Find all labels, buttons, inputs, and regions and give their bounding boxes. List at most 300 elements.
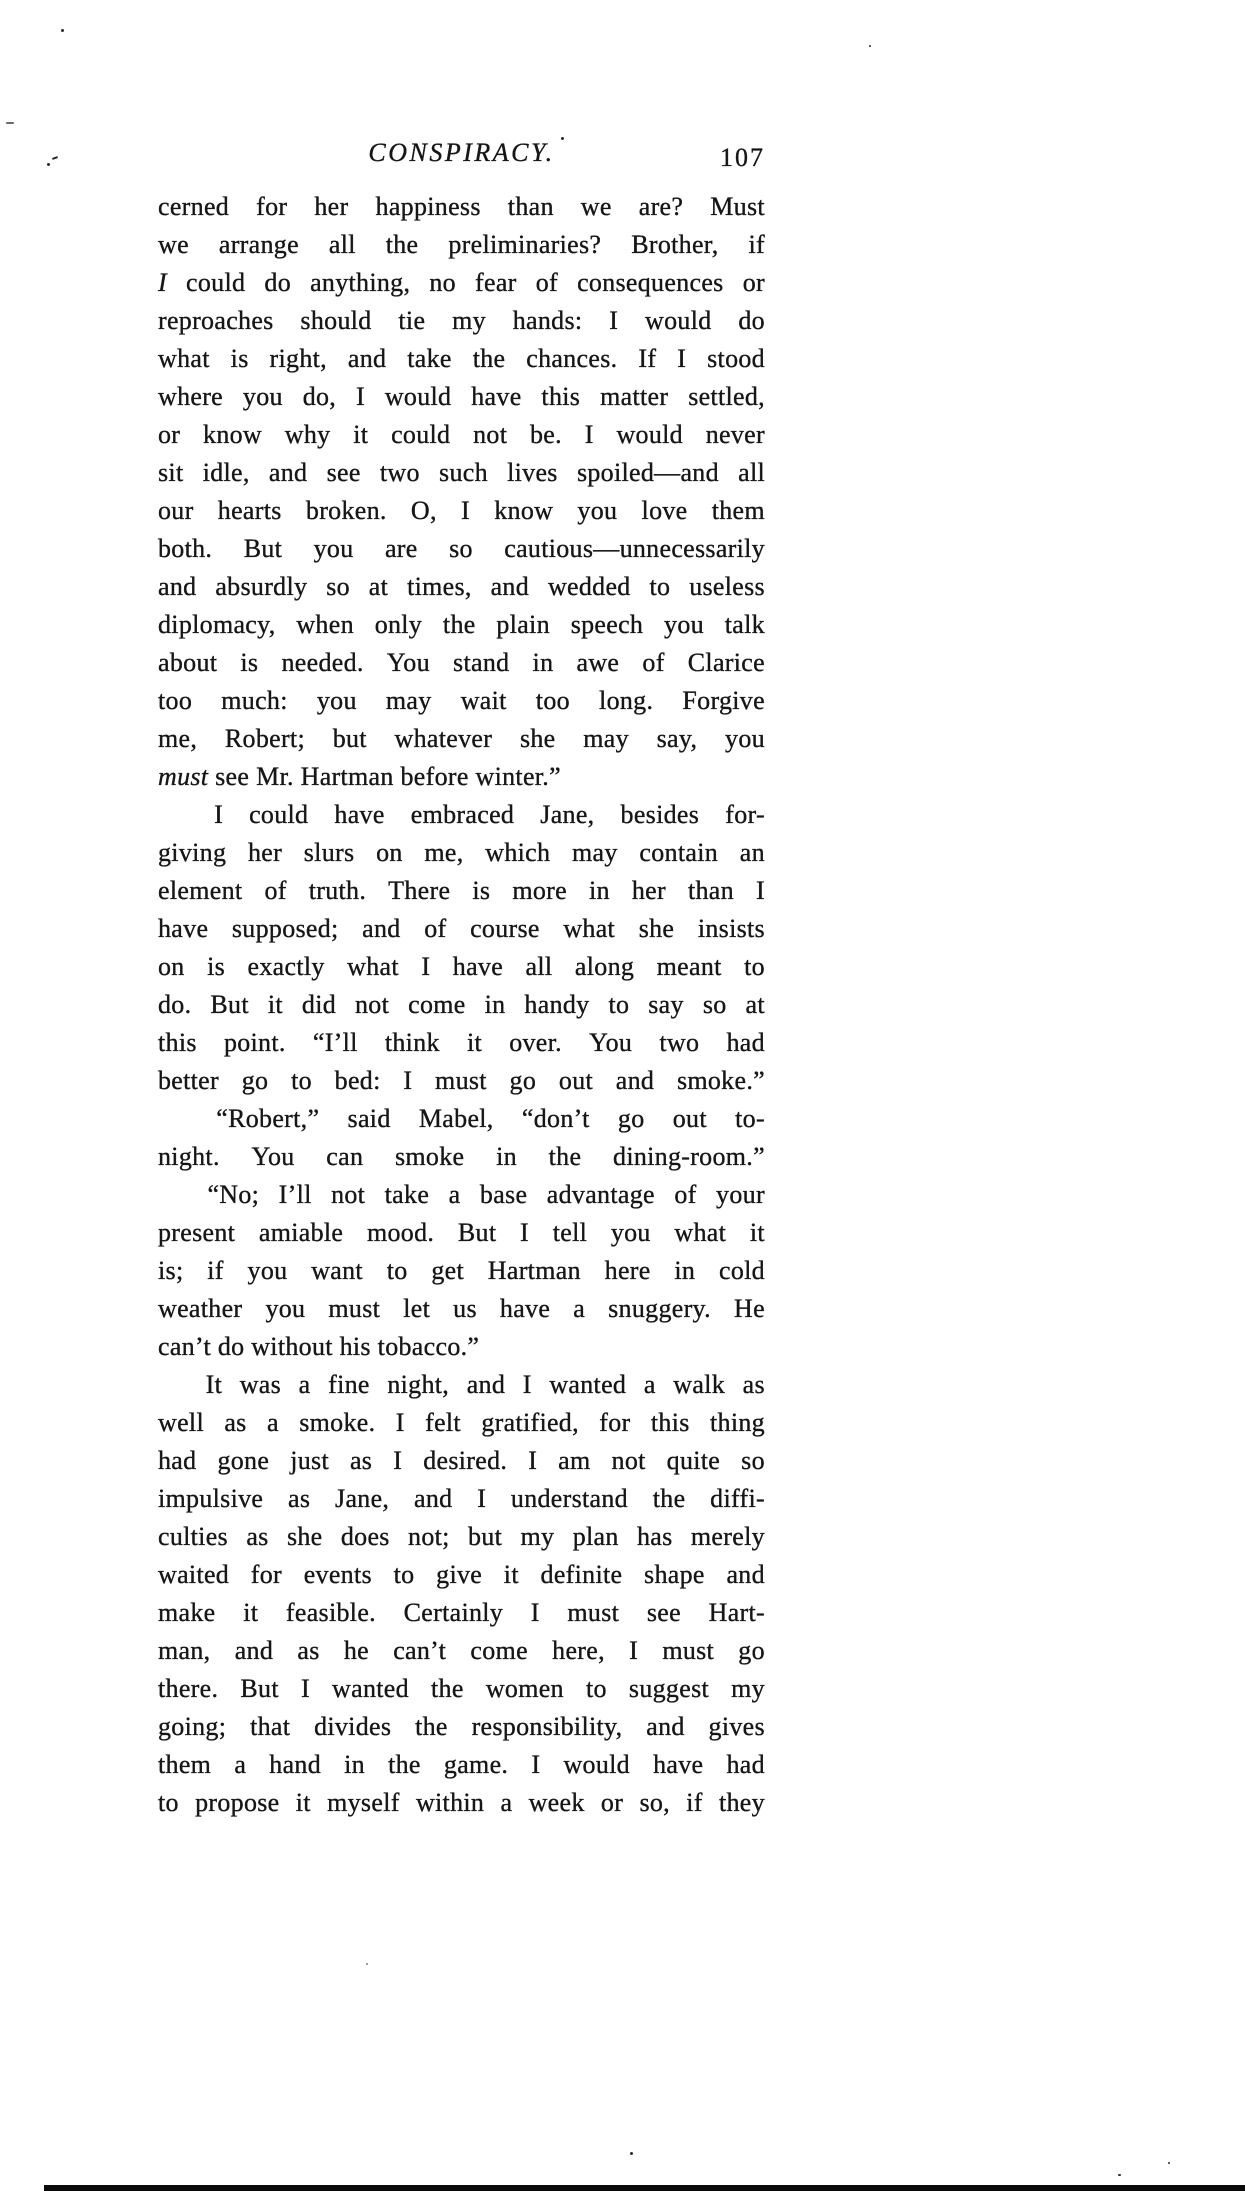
word: weather — [158, 1294, 243, 1323]
word: matter — [600, 382, 669, 411]
text-line — [158, 796, 765, 834]
word: my — [731, 1674, 765, 1703]
word: You — [386, 648, 430, 677]
word: could — [249, 800, 309, 829]
word: the — [442, 610, 476, 639]
word: definite — [540, 1560, 623, 1589]
word: two — [379, 458, 420, 487]
word: I — [677, 344, 687, 373]
word: come — [408, 990, 466, 1019]
word: I — [300, 1674, 310, 1703]
word: cold — [718, 1256, 765, 1285]
word: too — [158, 686, 193, 715]
word: consequences — [577, 268, 724, 297]
word: are? — [638, 192, 684, 221]
word: better — [158, 1066, 219, 1095]
word: waited — [158, 1560, 230, 1589]
word: see — [215, 762, 250, 791]
word: wanted — [549, 1370, 627, 1399]
word: of — [535, 268, 558, 297]
word: out — [672, 1104, 707, 1133]
word: have — [334, 800, 385, 829]
word: Hart- — [708, 1598, 765, 1627]
word: myself — [327, 1788, 400, 1817]
word: have — [471, 382, 522, 411]
text-line — [158, 1556, 765, 1594]
text-line — [158, 1290, 765, 1328]
word: game. — [443, 1750, 509, 1779]
page-number: 107 — [720, 143, 765, 172]
word: and — [158, 572, 197, 601]
word: spoiled—and — [576, 458, 719, 487]
text-line — [158, 302, 765, 340]
word: absurdly — [215, 572, 308, 601]
word: “No; — [207, 1180, 260, 1209]
word: so, — [639, 1788, 670, 1817]
word: insists — [697, 914, 765, 943]
word: mood. — [366, 1218, 435, 1247]
word: she — [519, 724, 556, 753]
word: in — [588, 876, 610, 905]
text-line — [158, 1328, 765, 1366]
word: going; — [158, 1712, 227, 1741]
word: of — [674, 1180, 697, 1209]
scan-speck — [47, 163, 50, 166]
word: I — [395, 1408, 405, 1437]
word: But — [240, 1674, 279, 1703]
word: take — [384, 1180, 430, 1209]
paragraph — [158, 1100, 765, 1176]
word: and — [646, 1712, 685, 1741]
word: sit — [158, 458, 184, 487]
word: go — [509, 1066, 537, 1095]
word: before — [400, 762, 469, 791]
word: Jane, — [335, 1484, 390, 1513]
word: dining-room.” — [613, 1142, 765, 1171]
word: and — [726, 1560, 765, 1589]
text-line — [158, 1366, 765, 1404]
word: week — [528, 1788, 585, 1817]
word: advantage — [546, 1180, 655, 1209]
word: could — [186, 268, 246, 297]
word: stood — [707, 344, 765, 373]
word: smoke — [394, 1142, 465, 1171]
word: do, — [302, 382, 337, 411]
word: talk — [724, 610, 765, 639]
word: the — [415, 1712, 448, 1741]
word: man, — [158, 1636, 211, 1665]
word: more — [512, 876, 567, 905]
text-line — [158, 188, 765, 226]
word: is — [230, 344, 249, 373]
word: than — [507, 192, 554, 221]
word: to — [649, 572, 671, 601]
paragraph — [158, 1366, 765, 1822]
word: you — [313, 534, 354, 563]
word: me, — [424, 838, 464, 867]
word: But — [457, 1218, 497, 1247]
word: without — [251, 1332, 333, 1361]
text-line — [158, 758, 765, 796]
word: smoke.” — [676, 1066, 765, 1095]
word: come — [470, 1636, 528, 1665]
word: said — [347, 1104, 391, 1133]
text-line — [158, 1594, 765, 1632]
word: I — [531, 1750, 541, 1779]
word: you — [577, 496, 618, 525]
word: her — [247, 838, 283, 867]
text-body — [158, 188, 765, 1822]
word: all — [525, 952, 553, 981]
word: them — [711, 496, 765, 525]
word: do. — [158, 990, 192, 1019]
word: over. — [509, 1028, 562, 1057]
word: not — [473, 420, 508, 449]
word: wedded — [547, 572, 631, 601]
word: Hartman — [300, 762, 394, 791]
word: he — [343, 1636, 369, 1665]
word: and — [490, 572, 530, 601]
word: I — [461, 496, 470, 525]
text-line — [158, 682, 765, 720]
word: for — [599, 1408, 631, 1437]
word: you — [725, 724, 765, 753]
word: would — [645, 306, 712, 335]
word: plan — [572, 1522, 619, 1551]
word: this — [541, 382, 581, 411]
word: useless — [689, 572, 765, 601]
word: point. — [223, 1028, 286, 1057]
word: why — [284, 420, 331, 449]
word: Brother, — [631, 230, 719, 259]
word: a — [500, 1788, 513, 1817]
word: diplomacy, — [158, 610, 276, 639]
word: it — [267, 990, 283, 1019]
word: if — [686, 1788, 703, 1817]
word: speech — [570, 610, 644, 639]
word: gives — [708, 1712, 765, 1741]
word: out — [558, 1066, 594, 1095]
word: my — [520, 1522, 555, 1551]
word: have — [452, 952, 504, 981]
word: they — [718, 1788, 765, 1817]
word: just — [290, 1446, 329, 1475]
word: all — [738, 458, 765, 487]
word: when — [296, 610, 354, 639]
word: not — [331, 1180, 366, 1209]
text-line — [158, 720, 765, 758]
word: hand — [269, 1750, 322, 1779]
word: in — [532, 648, 554, 677]
text-line — [158, 492, 765, 530]
paragraph-indent — [158, 1100, 188, 1138]
word: would — [616, 420, 683, 449]
scan-speck — [366, 1963, 368, 1965]
text-line — [158, 606, 765, 644]
word: know — [494, 496, 554, 525]
text-line — [158, 340, 765, 378]
word: I — [629, 1636, 639, 1665]
word: I — [520, 1218, 530, 1247]
word: “I’ll — [312, 1028, 358, 1057]
word: do — [264, 268, 291, 297]
word: to — [744, 952, 765, 981]
word: along — [574, 952, 635, 981]
word: preliminaries? — [448, 230, 602, 259]
word: fear — [475, 268, 517, 297]
text-line — [158, 1442, 765, 1480]
text-line — [158, 1632, 765, 1670]
word: get — [431, 1256, 465, 1285]
word: chances. — [526, 344, 618, 373]
word: and — [413, 1484, 453, 1513]
word: you — [316, 686, 357, 715]
word: I — [393, 1446, 403, 1475]
word: a — [643, 1370, 656, 1399]
word: or — [600, 1788, 624, 1817]
word: lives — [507, 458, 558, 487]
word: for- — [725, 800, 765, 829]
word: not — [611, 1446, 646, 1475]
word: such — [439, 458, 488, 487]
word: to — [158, 1788, 179, 1817]
word: you — [247, 1256, 288, 1285]
word: as — [742, 1370, 765, 1399]
word: women — [485, 1674, 564, 1703]
word: within — [415, 1788, 485, 1817]
word: make — [158, 1598, 216, 1627]
word: to — [291, 1066, 312, 1095]
word: suggest — [628, 1674, 710, 1703]
word: about — [158, 648, 218, 677]
word: amiable — [258, 1218, 344, 1247]
word: had — [726, 1028, 765, 1057]
word: the — [652, 1484, 686, 1513]
text-line — [158, 226, 765, 264]
scan-speck — [1118, 2174, 1121, 2176]
word: Mr. — [256, 762, 294, 791]
word: are — [384, 534, 418, 563]
word: “don’t — [521, 1104, 590, 1133]
text-line — [158, 1518, 765, 1556]
word: merely — [690, 1522, 765, 1551]
word: anything, — [310, 268, 411, 297]
word: divides — [314, 1712, 392, 1741]
word: our — [158, 496, 194, 525]
word: You — [589, 1028, 633, 1057]
text-line — [158, 530, 765, 568]
word: I — [214, 800, 224, 829]
word: had — [726, 1750, 765, 1779]
running-head: CONSPIRACY. — [368, 138, 555, 167]
word: exactly — [247, 952, 325, 981]
word: supposed; — [231, 914, 339, 943]
word: his — [339, 1332, 371, 1361]
word: I — [528, 1446, 538, 1475]
word: on — [158, 952, 185, 981]
word: cerned — [158, 192, 230, 221]
word: course — [470, 914, 540, 943]
text-line — [158, 834, 765, 872]
word: am — [558, 1446, 591, 1475]
word: may — [572, 838, 618, 867]
word: whatever — [394, 724, 493, 753]
word: I — [530, 1598, 540, 1627]
text-line — [158, 1100, 765, 1138]
word: could — [391, 420, 451, 449]
word: as — [288, 1484, 311, 1513]
word: or — [742, 268, 765, 297]
word: all — [328, 230, 356, 259]
word: much: — [221, 686, 288, 715]
word: besides — [620, 800, 700, 829]
word: can — [326, 1142, 364, 1171]
word: I — [356, 382, 365, 411]
word: and — [234, 1636, 274, 1665]
word: walk — [673, 1370, 726, 1399]
text-line — [158, 1214, 765, 1252]
word: a — [266, 1408, 279, 1437]
word: she — [286, 1522, 323, 1551]
word: and — [347, 344, 387, 373]
word: stand — [453, 648, 510, 677]
word: never — [705, 420, 765, 449]
word: a — [298, 1370, 311, 1399]
word: in — [484, 990, 506, 1019]
word: must — [435, 1066, 487, 1095]
word: handy — [524, 990, 590, 1019]
word: would — [563, 1750, 630, 1779]
word: have — [499, 1294, 551, 1323]
word: tell — [552, 1218, 588, 1247]
word: be. — [529, 420, 562, 449]
word: Mabel, — [418, 1104, 494, 1133]
word: night. — [158, 1142, 220, 1171]
word: of — [424, 914, 447, 943]
word: this — [158, 1028, 197, 1057]
word: I — [477, 1484, 487, 1513]
word: fine — [328, 1370, 370, 1399]
word: to — [585, 1674, 607, 1703]
text-line — [158, 1062, 765, 1100]
word: Forgive — [682, 686, 765, 715]
word: is — [240, 648, 259, 677]
text-line — [158, 910, 765, 948]
word: on — [376, 838, 403, 867]
word: snuggery. — [608, 1294, 711, 1323]
word: than — [687, 876, 734, 905]
word: to- — [735, 1104, 765, 1133]
word: so — [741, 1446, 765, 1475]
word: of — [642, 648, 665, 677]
word: for — [250, 1560, 283, 1589]
word: culties — [158, 1522, 228, 1551]
word: Jane, — [540, 800, 595, 829]
text-line — [158, 644, 765, 682]
word: Robert; — [224, 724, 305, 753]
word: let — [403, 1294, 431, 1323]
page-header — [158, 132, 765, 174]
text-line — [158, 948, 765, 986]
word: you — [610, 1218, 651, 1247]
word: two — [659, 1028, 700, 1057]
word: see — [326, 458, 361, 487]
text-line — [158, 1024, 765, 1062]
word: slurs — [303, 838, 355, 867]
word: not; — [408, 1522, 450, 1551]
word: I — [584, 420, 594, 449]
text-line — [158, 872, 765, 910]
word: us — [453, 1294, 477, 1323]
paragraph-indent — [158, 1176, 188, 1214]
word: in — [674, 1256, 696, 1285]
word: an — [739, 838, 765, 867]
word: your — [716, 1180, 765, 1209]
word: a — [573, 1294, 586, 1323]
word: smoke. — [299, 1408, 376, 1437]
word: bed: — [334, 1066, 381, 1095]
word: if — [207, 1256, 224, 1285]
word: events — [303, 1560, 372, 1589]
word: in — [344, 1750, 365, 1779]
text-line — [158, 416, 765, 454]
text-line — [158, 986, 765, 1024]
word: it — [503, 1560, 519, 1589]
word: and — [362, 914, 401, 943]
word: arrange — [218, 230, 299, 259]
word: I — [403, 1066, 413, 1095]
scan-speck — [61, 29, 64, 32]
word: It — [205, 1370, 223, 1399]
word: there. — [158, 1674, 219, 1703]
paragraph — [158, 1176, 765, 1366]
word: Hartman — [487, 1256, 581, 1285]
word: she — [638, 914, 675, 943]
word: Certainly — [403, 1598, 504, 1627]
word: must — [328, 1294, 381, 1323]
word: them — [158, 1750, 212, 1779]
word: what — [674, 1218, 727, 1247]
word: quite — [666, 1446, 721, 1475]
word: I — [755, 876, 765, 905]
word: can’t — [393, 1636, 447, 1665]
word: happiness — [375, 192, 481, 221]
word: both. — [158, 534, 213, 563]
word: tobacco.” — [377, 1332, 480, 1361]
word: wait — [460, 686, 507, 715]
word: you — [242, 382, 283, 411]
word: so — [326, 572, 350, 601]
scan-speck — [869, 45, 871, 47]
word: we — [580, 192, 612, 221]
word: you — [265, 1294, 306, 1323]
word: awe — [576, 648, 620, 677]
word: base — [479, 1180, 528, 1209]
word: If — [638, 344, 657, 373]
word: have — [158, 914, 209, 943]
word: needed. — [281, 648, 364, 677]
word: take — [407, 344, 452, 373]
word: her — [314, 192, 349, 221]
word: meant — [656, 952, 722, 981]
word: embraced — [410, 800, 515, 829]
word: feasible. — [285, 1598, 376, 1627]
scan-speck — [6, 122, 14, 124]
word: well — [158, 1408, 204, 1437]
word: thing — [710, 1408, 765, 1437]
word: go — [738, 1636, 765, 1665]
word: the — [388, 1750, 421, 1779]
